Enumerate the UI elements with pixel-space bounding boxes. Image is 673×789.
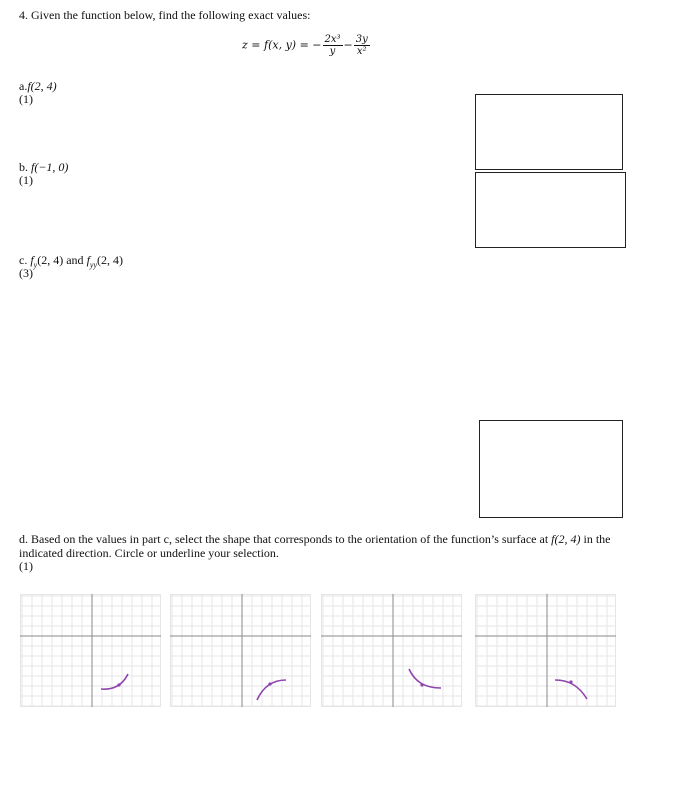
part-b-expression: f(−1, 0) [31,160,69,174]
part-d-points: (1) [19,559,33,573]
curve-point [117,683,120,686]
fyy-subscript: yy [89,260,98,270]
shape-option-1[interactable] [20,594,161,707]
part-b-answer-box[interactable] [475,172,626,248]
grid-lines [321,594,462,707]
part-a-prefix: a. [19,79,28,93]
fy-subscript: y [33,260,38,270]
part-c-label [19,253,123,272]
fyy-symbol: f [86,253,90,267]
fy-args: (2, 4) [37,253,64,267]
grid-lines [20,594,161,707]
shape-option-3[interactable] [321,594,462,707]
part-c-points: (3) [19,266,33,280]
question-title: 4. Given the function below, find the following exact values: [19,8,311,22]
fraction-1-numerator: 2x³ [324,34,341,45]
curve-point [268,682,271,685]
fraction-1-denominator: y [329,46,336,57]
part-d-expression: f(2, 4) [551,532,581,546]
part-b-prefix: b. [19,160,28,174]
function-formula [242,34,371,57]
part-b-label [19,160,68,174]
fraction-2-numerator: 3y [355,34,368,45]
part-d-line-2: indicated direction. Circle or underline your selection. [19,546,279,560]
fraction-2-denominator: x² [356,46,367,57]
formula-fraction-2 [354,34,370,57]
shape-option-4[interactable] [475,594,616,707]
part-a-answer-box[interactable] [475,94,623,170]
part-a-points: (1) [19,92,33,106]
part-a-expression: f(2, 4) [27,79,57,93]
part-c-and: and [66,253,84,267]
part-b-points: (1) [19,173,33,187]
part-c-answer-box[interactable] [479,420,623,518]
fy-symbol: f [30,253,34,267]
part-d-text-1-end: in the [583,532,611,546]
part-c-prefix: c. [19,253,28,267]
fyy-args: (2, 4) [97,253,124,267]
formula-minus: − [343,38,353,52]
curve-decreasing-concave-up [409,669,441,688]
part-d-text-1: d. Based on the values in part c, select the shape that corresponds to the orientation of the function’s surface at [19,532,549,546]
grid-lines [170,594,311,707]
part-c-fyy [86,253,98,270]
formula-lhs: z = f(x, y) = − [242,38,322,52]
grid-lines [475,594,616,707]
part-a-label [19,79,57,93]
shape-option-2[interactable] [170,594,311,707]
curve-point [420,683,423,686]
formula-fraction-1 [323,34,343,57]
curve-point [569,680,572,683]
part-d-line-1 [19,532,611,546]
